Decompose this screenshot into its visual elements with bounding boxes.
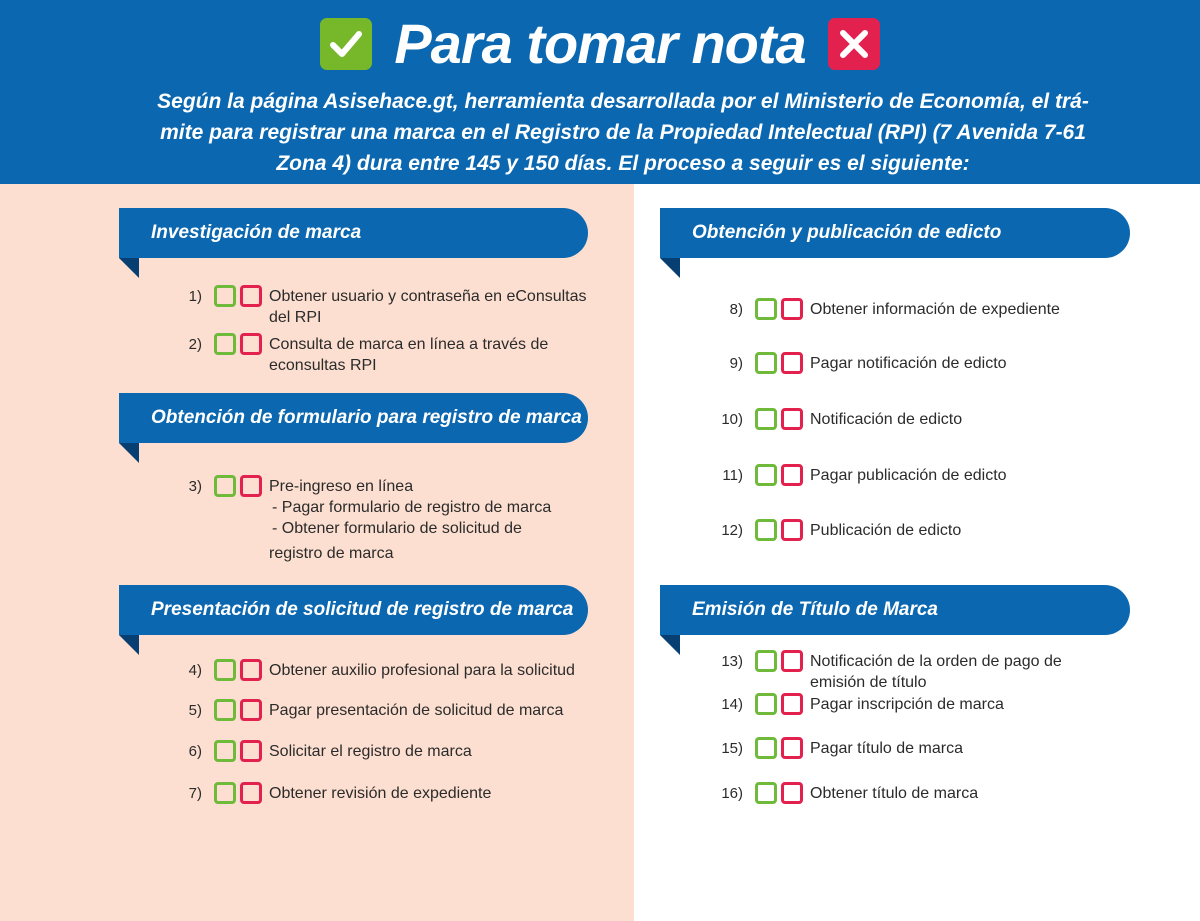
step-number: 10) [721, 411, 743, 428]
step-item [172, 334, 548, 376]
step-item [172, 741, 472, 762]
step-number: 16) [721, 785, 743, 802]
not-done-checkbox[interactable] [240, 659, 262, 681]
step-text: Publicación de edicto [810, 522, 962, 539]
not-done-checkbox[interactable] [240, 285, 262, 307]
step-item [713, 353, 1007, 374]
done-checkbox[interactable] [214, 782, 236, 804]
not-done-checkbox[interactable] [781, 693, 803, 715]
done-checkbox[interactable] [214, 285, 236, 307]
step-text: Obtener revisión de expediente [269, 785, 492, 802]
banner-fold [660, 258, 680, 278]
section-banner-presentacion [119, 585, 588, 655]
intro-line: mite para registrar una marca en el Registro de la Propiedad Intelectual (RPI) (7 Avenida 7-61 [160, 121, 1086, 144]
banner-fold [660, 635, 680, 655]
step-text: Pagar presentación de solicitud de marca [269, 702, 564, 719]
step-text: Obtener información de expediente [810, 301, 1060, 318]
banner-fold [119, 443, 139, 463]
intro-text [148, 86, 1098, 179]
step-number: 5) [188, 702, 202, 719]
step-text: Pagar título de marca [810, 740, 963, 757]
step-item [713, 299, 1060, 320]
section-title: Presentación de solicitud de registro de marca [119, 585, 588, 635]
step-number: 15) [721, 740, 743, 757]
step-number: 12) [721, 522, 743, 539]
step-number: 13) [721, 653, 743, 670]
step-number: 7) [188, 785, 202, 802]
step-text: Solicitar el registro de marca [269, 743, 472, 760]
step-item [172, 700, 563, 721]
not-done-checkbox[interactable] [781, 408, 803, 430]
step-number: 9) [729, 355, 743, 372]
done-checkbox[interactable] [214, 333, 236, 355]
not-done-checkbox[interactable] [781, 352, 803, 374]
step-text: Pre-ingreso en línea [269, 478, 414, 495]
step-text: Notificación de edicto [810, 411, 963, 428]
step-text: Pagar publicación de edicto [810, 467, 1007, 484]
not-done-checkbox[interactable] [240, 333, 262, 355]
done-checkbox[interactable] [755, 519, 777, 541]
not-done-checkbox[interactable] [781, 737, 803, 759]
step-text: Obtener usuario y contraseña en eConsultas [269, 288, 587, 305]
not-done-checkbox[interactable] [781, 650, 803, 672]
section-title: Obtención y publicación de edicto [660, 208, 1130, 258]
not-done-checkbox[interactable] [240, 740, 262, 762]
step-text: emisión de título [810, 674, 927, 691]
done-checkbox[interactable] [755, 650, 777, 672]
intro-line: Según la página Asisehace.gt, herramienta desarrollada por el Ministerio de Economía, el trá- [157, 90, 1089, 113]
done-checkbox[interactable] [755, 693, 777, 715]
not-done-checkbox[interactable] [781, 519, 803, 541]
step-item [172, 476, 551, 564]
not-done-checkbox[interactable] [240, 475, 262, 497]
done-checkbox[interactable] [755, 464, 777, 486]
step-text: Obtener auxilio profesional para la solicitud [269, 662, 575, 679]
section-title: Obtención de formulario para registro de marca [119, 393, 588, 443]
step-text: del RPI [269, 309, 322, 326]
banner-fold [119, 635, 139, 655]
step-text: - Obtener formulario de solicitud de [272, 520, 522, 537]
not-done-checkbox[interactable] [240, 699, 262, 721]
step-text: econsultas RPI [269, 357, 377, 374]
step-item [713, 783, 978, 804]
step-text: Obtener título de marca [810, 785, 979, 802]
step-item [713, 738, 963, 759]
done-checkbox[interactable] [755, 782, 777, 804]
step-number: 1) [188, 288, 202, 305]
step-number: 2) [188, 336, 202, 353]
step-number: 4) [188, 662, 202, 679]
banner-fold [119, 258, 139, 278]
done-checkbox[interactable] [214, 740, 236, 762]
step-text: Notificación de la orden de pago de [810, 653, 1062, 670]
step-item [713, 409, 962, 430]
step-item [713, 694, 1004, 715]
page-title: Para tomar nota [394, 12, 806, 75]
not-done-checkbox[interactable] [781, 298, 803, 320]
step-item [713, 520, 961, 541]
not-done-checkbox[interactable] [781, 464, 803, 486]
done-checkbox[interactable] [214, 699, 236, 721]
section-banner-edicto [660, 208, 1130, 278]
step-text: Pagar notificación de edicto [810, 355, 1007, 372]
step-item [172, 660, 575, 681]
section-banner-titulo [660, 585, 1130, 655]
step-number: 6) [188, 743, 202, 760]
step-number: 8) [729, 301, 743, 318]
step-item [172, 783, 491, 804]
step-item [172, 286, 587, 328]
done-checkbox[interactable] [214, 659, 236, 681]
step-number: 14) [721, 696, 743, 713]
section-banner-investigacion [119, 208, 588, 278]
done-checkbox[interactable] [755, 408, 777, 430]
check-mark-button-icon [320, 18, 372, 70]
title-row [0, 12, 1200, 76]
step-item [713, 651, 1062, 693]
section-banner-formulario [119, 393, 588, 463]
step-text: Pagar inscripción de marca [810, 696, 1004, 713]
done-checkbox[interactable] [755, 298, 777, 320]
not-done-checkbox[interactable] [240, 782, 262, 804]
done-checkbox[interactable] [214, 475, 236, 497]
header-banner [0, 0, 1200, 184]
step-number: 11) [722, 467, 743, 484]
done-checkbox[interactable] [755, 737, 777, 759]
not-done-checkbox[interactable] [781, 782, 803, 804]
section-title: Emisión de Título de Marca [660, 585, 1130, 635]
step-text: Consulta de marca en línea a través de [269, 336, 549, 353]
done-checkbox[interactable] [755, 352, 777, 374]
step-text: - Pagar formulario de registro de marca [272, 499, 552, 516]
intro-line: Zona 4) dura entre 145 y 150 días. El proceso a seguir es el siguiente: [276, 152, 970, 175]
section-title: Investigación de marca [119, 208, 588, 258]
step-number: 3) [188, 478, 202, 495]
cross-mark-button-icon [828, 18, 880, 70]
step-text: registro de marca [269, 545, 394, 562]
step-item [713, 465, 1007, 486]
